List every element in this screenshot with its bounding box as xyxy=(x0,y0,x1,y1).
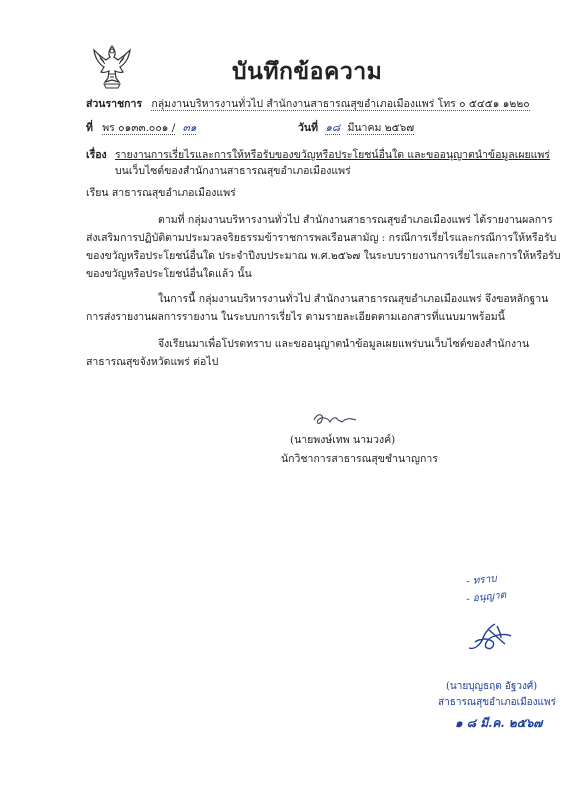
approver-name: (นายบุญธฤต อัฐวงศ์) xyxy=(446,681,538,692)
reference-value: พร ๐๑๓๓.๐๐๑ / xyxy=(102,122,176,134)
reference-row xyxy=(86,121,196,135)
approver-position: สาธารณสุขอำเภอเมืองแพร่ xyxy=(438,697,556,708)
paragraph-line: ส่งเสริมการปฏิบัติตามประมวลจริยธรรมข้าราชการพลเรือนสามัญ : กรณีการเรี่ยไรและกรณีการให้หรือรับ xyxy=(86,232,557,244)
subject-line-1: รายงานการเรี่ยไรและการให้หรือรับของขวัญหรือประโยชน์อื่นใด และขออนุญาตนำข้อมูลเผยแพร่ xyxy=(115,149,550,161)
paragraph-line: จึงเรียนมาเพื่อโปรดทราบ และขออนุญาตนำข้อมูลเผยแพร่บนเว็บไซต์ของสำนักงาน xyxy=(158,338,530,350)
approver-signature-icon xyxy=(465,620,515,654)
approval-note-1: - ทราบ xyxy=(465,573,498,588)
paragraph-line: ของขวัญหรือประโยชน์อื่นใด ประจำปีงบประมาณ พ.ศ.๒๕๖๗ ในระบบรายงานการเรี่ยไรและการให้หรือรับ xyxy=(86,250,561,262)
paragraph-line: ตามที่ กลุ่มงานบริหารงานทั่วไป สำนักงานสาธารณสุขอำเภอเมืองแพร่ ได้รายงานผลการ xyxy=(158,214,553,226)
body-paragraph-3 xyxy=(86,335,534,371)
date-day: ๑๘ xyxy=(325,122,341,134)
date-month-year: มีนาคม ๒๕๖๗ xyxy=(347,122,415,134)
subject-line-2: บนเว็บไซต์ของสำนักงานสาธารณสุขอำเภอเมืองแพร่ xyxy=(115,165,351,177)
signer-position: นักวิชาการสาธารณสุขชำนาญการ xyxy=(281,453,438,465)
body-paragraph-2 xyxy=(86,290,549,326)
date-label: วันที่ xyxy=(298,122,318,134)
signer-name: (นายพงษ์เทพ นามวงค์) xyxy=(290,434,396,446)
signer-signature-icon xyxy=(312,410,358,430)
paragraph-line: ในการนี้ กลุ่มงานบริหารงานทั่วไป สำนักงานสาธารณสุขอำเภอเมืองแพร่ จึงขอหลักฐาน xyxy=(158,293,549,305)
department-value: กลุ่มงานบริหารงานทั่วไป สำนักงานสาธารณสุขอำเภอเมืองแพร่ โทร ๐ ๕๔๕๑ ๑๒๒๐ xyxy=(151,98,530,110)
reference-label: ที่ xyxy=(86,122,93,134)
garuda-emblem-icon xyxy=(92,42,132,90)
paragraph-line: ของขวัญหรือประโยชน์อื่นใดแล้ว นั้น xyxy=(86,268,252,280)
approval-note-2: - อนุญาต xyxy=(465,589,507,606)
subject-label: เรื่อง xyxy=(86,149,107,161)
date-row xyxy=(298,121,414,135)
reference-number: ๓๑ xyxy=(182,122,197,134)
paragraph-line: สาธารณสุขจังหวัดแพร่ ต่อไป xyxy=(86,356,219,368)
approval-date: ๑ ๘ มี.ค. ๒๕๖๗ xyxy=(455,716,543,730)
body-paragraph-1 xyxy=(86,211,561,283)
department-label: ส่วนราชการ xyxy=(86,98,143,110)
department-row xyxy=(86,97,530,111)
salutation: เรียน สาธารณสุขอำเภอเมืองแพร่ xyxy=(86,187,236,199)
memo-title: บันทึกข้อความ xyxy=(232,58,383,85)
paragraph-line: การส่งรายงานผลการรายงาน ในระบบการเรี่ยไร ตามรายละเอียดตามเอกสารที่แนบมาพร้อมนี้ xyxy=(86,311,505,323)
